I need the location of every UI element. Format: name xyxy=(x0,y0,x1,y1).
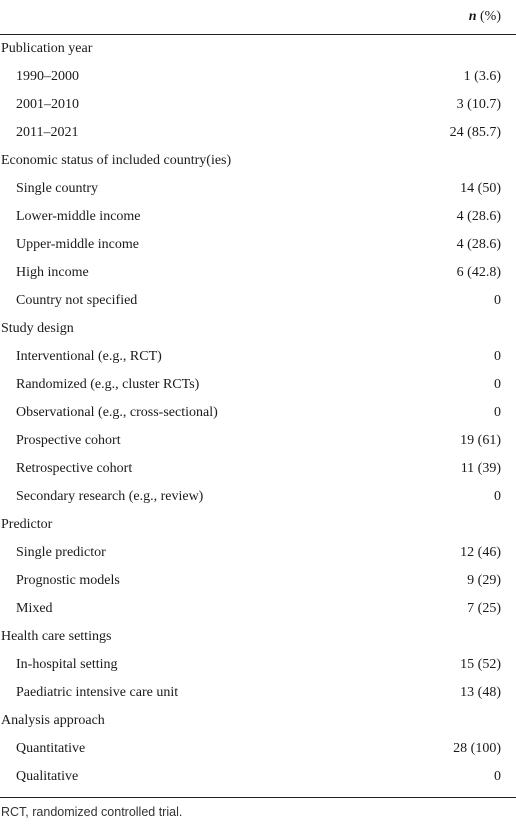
row-value: 6 (42.8) xyxy=(456,265,501,280)
table-row xyxy=(0,91,516,119)
section-label: Publication year xyxy=(1,41,93,56)
row-value: 9 (29) xyxy=(467,573,501,588)
table-footnote: RCT, randomized controlled trial. xyxy=(1,805,183,819)
row-value: 24 (85.7) xyxy=(449,125,501,140)
row-value: 4 (28.6) xyxy=(456,209,501,224)
column-header-n-percent xyxy=(469,9,501,25)
row-label: Interventional (e.g., RCT) xyxy=(16,349,162,364)
column-header-percent: (%) xyxy=(476,9,501,24)
table-row xyxy=(0,343,516,371)
row-label: Randomized (e.g., cluster RCTs) xyxy=(16,377,200,392)
table-row xyxy=(0,455,516,483)
section-header-row xyxy=(0,315,516,343)
row-value: 15 (52) xyxy=(460,657,501,672)
row-label: Prognostic models xyxy=(16,573,120,588)
row-value: 1 (3.6) xyxy=(463,69,501,84)
row-label: High income xyxy=(16,265,89,280)
section-header-row xyxy=(0,35,516,63)
table-row xyxy=(0,427,516,455)
row-value: 14 (50) xyxy=(460,181,501,196)
table-bottom-rule xyxy=(0,797,516,798)
table-row xyxy=(0,763,516,791)
row-label: Single predictor xyxy=(16,545,106,560)
section-header-row xyxy=(0,707,516,735)
row-label: Prospective cohort xyxy=(16,433,121,448)
table-row xyxy=(0,399,516,427)
column-header-n: n xyxy=(468,9,477,24)
row-value: 28 (100) xyxy=(453,741,501,756)
table-row xyxy=(0,539,516,567)
table-row xyxy=(0,63,516,91)
row-label: Qualitative xyxy=(16,769,79,784)
row-label: Paediatric intensive care unit xyxy=(16,685,179,700)
table-row xyxy=(0,595,516,623)
row-label: Single country xyxy=(16,181,99,196)
table-row xyxy=(0,371,516,399)
row-value: 12 (46) xyxy=(460,545,501,560)
row-value: 11 (39) xyxy=(460,461,501,476)
row-label: Retrospective cohort xyxy=(16,461,133,476)
row-value: 3 (10.7) xyxy=(456,97,501,112)
section-label: Economic status of included country(ies) xyxy=(1,153,232,168)
table-row xyxy=(0,483,516,511)
row-label: 2001–2010 xyxy=(16,97,79,112)
section-label: Study design xyxy=(1,321,74,336)
table-row xyxy=(0,735,516,763)
table-row xyxy=(0,567,516,595)
row-value: 4 (28.6) xyxy=(456,237,501,252)
row-label: Upper-middle income xyxy=(16,237,139,252)
row-value: 0 xyxy=(494,377,501,392)
row-label: Mixed xyxy=(16,601,53,616)
table-row xyxy=(0,231,516,259)
row-value: 0 xyxy=(494,349,501,364)
row-label: Observational (e.g., cross-sectional) xyxy=(16,405,218,420)
table-row xyxy=(0,651,516,679)
section-header-row xyxy=(0,623,516,651)
row-label: 2011–2021 xyxy=(16,125,79,140)
table-header-row xyxy=(0,0,516,35)
row-value: 19 (61) xyxy=(460,433,501,448)
row-value: 0 xyxy=(494,769,501,784)
table-body xyxy=(0,35,516,791)
table-row xyxy=(0,679,516,707)
section-label: Predictor xyxy=(1,517,53,532)
table-row xyxy=(0,287,516,315)
table-row xyxy=(0,175,516,203)
table-row xyxy=(0,203,516,231)
table-row xyxy=(0,119,516,147)
row-label: Quantitative xyxy=(16,741,86,756)
row-value: 13 (48) xyxy=(460,685,501,700)
table-row xyxy=(0,259,516,287)
section-label: Analysis approach xyxy=(1,713,105,728)
section-header-row xyxy=(0,147,516,175)
row-value: 0 xyxy=(494,405,501,420)
row-label: Country not specified xyxy=(16,293,138,308)
section-label: Health care settings xyxy=(1,629,112,644)
section-header-row xyxy=(0,511,516,539)
row-value: 7 (25) xyxy=(467,601,501,616)
row-label: Lower-middle income xyxy=(16,209,141,224)
row-label: Secondary research (e.g., review) xyxy=(16,489,204,504)
row-value: 0 xyxy=(494,489,501,504)
row-label: 1990–2000 xyxy=(16,69,79,84)
row-label: In-hospital setting xyxy=(16,657,118,672)
row-value: 0 xyxy=(494,293,501,308)
